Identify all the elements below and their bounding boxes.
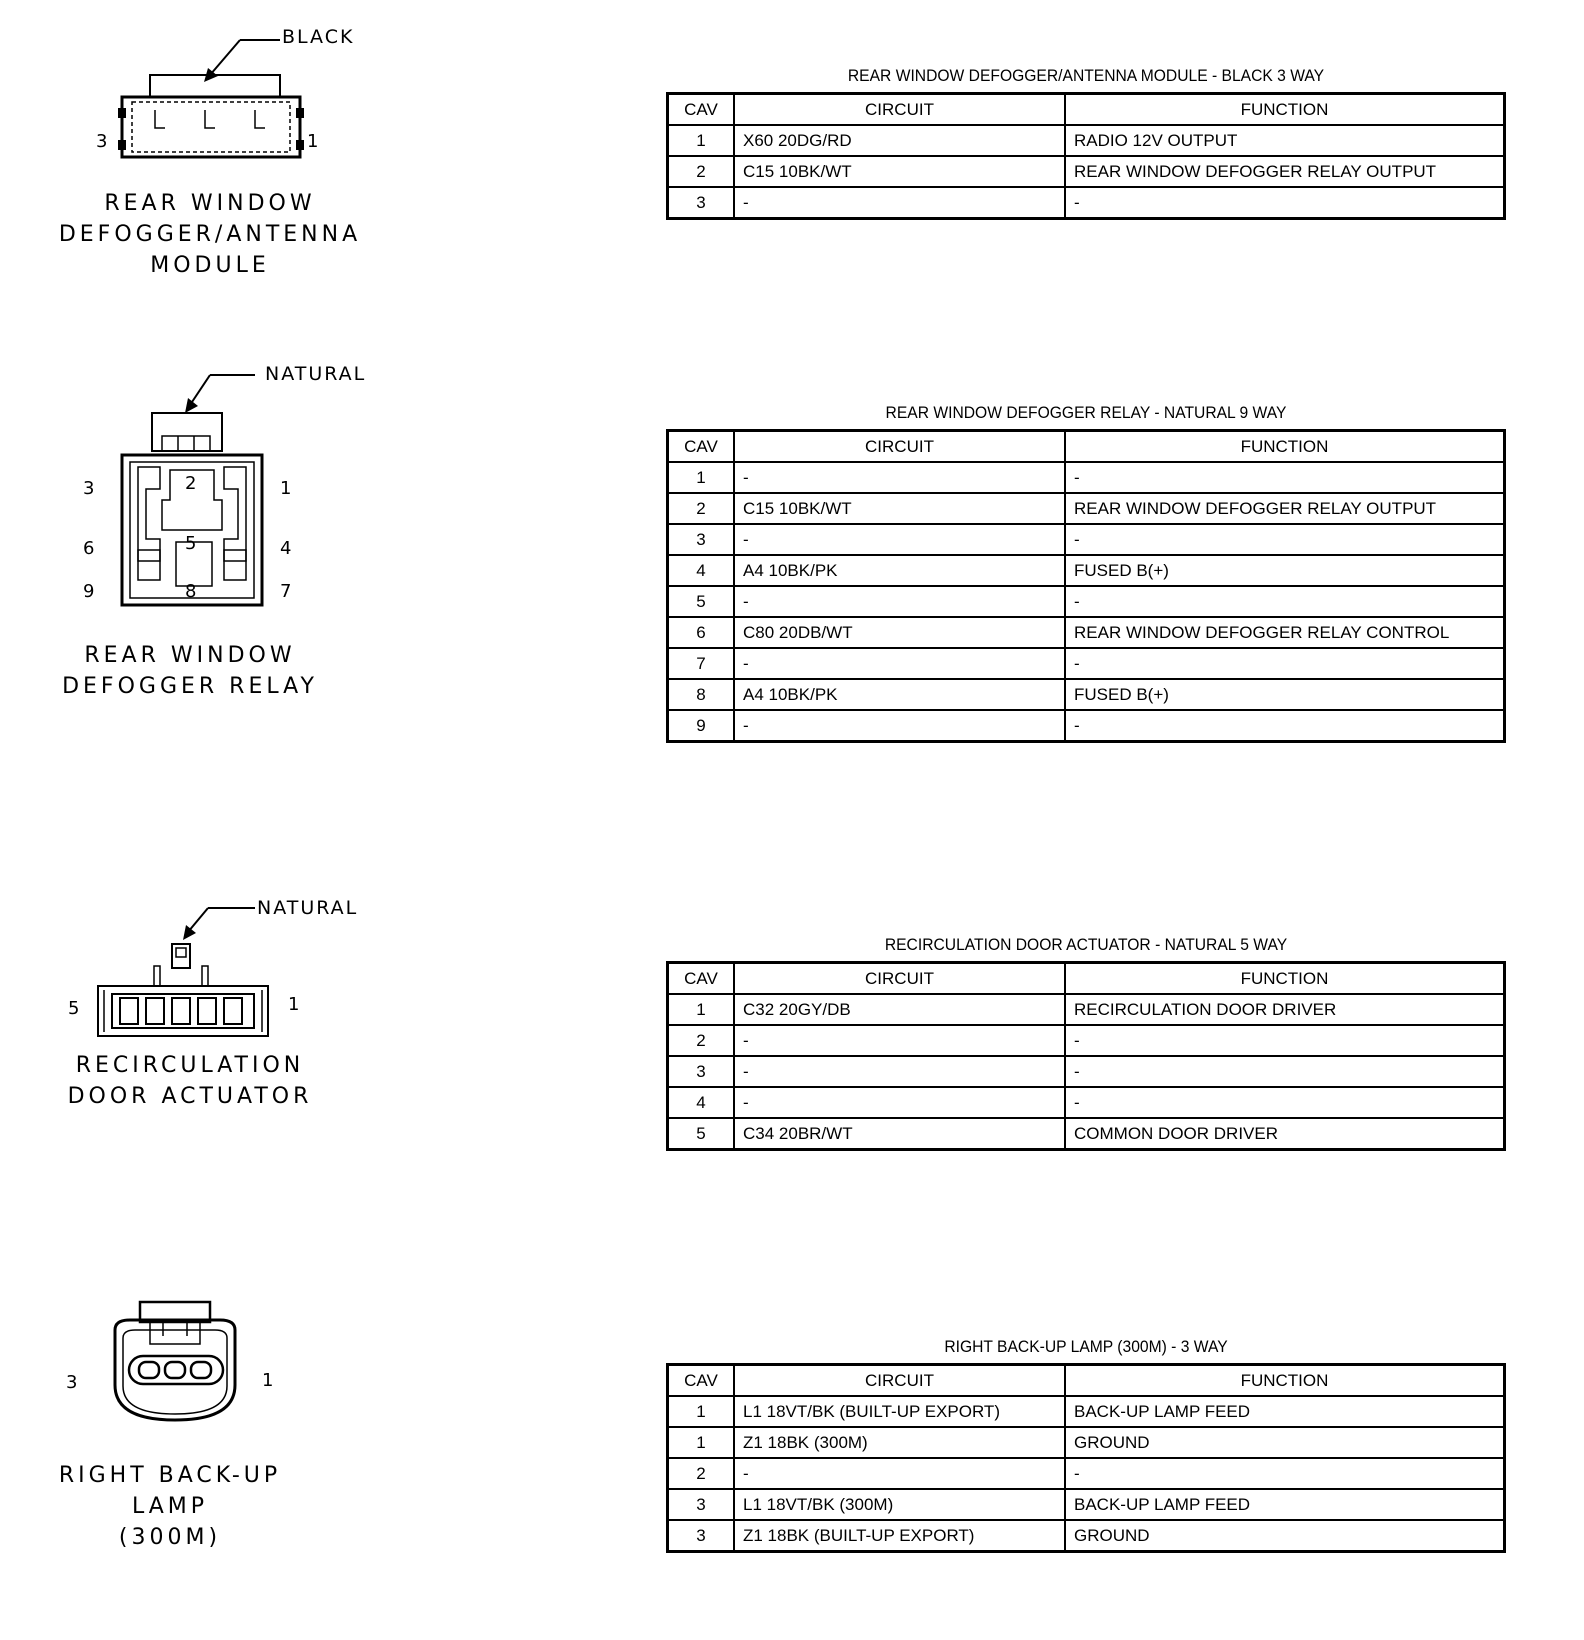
connector-color-label: BLACK bbox=[282, 26, 355, 48]
connector-color-label: NATURAL bbox=[257, 897, 359, 919]
cell-function: - bbox=[1065, 462, 1505, 493]
cell-circuit: X60 20DG/RD bbox=[734, 125, 1065, 156]
cell-function: - bbox=[1065, 586, 1505, 617]
pinout-table bbox=[666, 92, 1506, 220]
cell-cav: 5 bbox=[668, 586, 735, 617]
table-row bbox=[668, 1118, 1505, 1150]
cell-circuit: - bbox=[734, 648, 1065, 679]
cell-function: RECIRCULATION DOOR DRIVER bbox=[1065, 994, 1505, 1025]
header-function: FUNCTION bbox=[1065, 963, 1505, 995]
connector-9way-drawing bbox=[110, 370, 290, 630]
table-row bbox=[668, 710, 1505, 742]
table-header-row bbox=[668, 963, 1505, 995]
table-row bbox=[668, 994, 1505, 1025]
table-row bbox=[668, 1396, 1505, 1427]
cell-circuit: Z1 18BK (300M) bbox=[734, 1427, 1065, 1458]
table-header-row bbox=[668, 431, 1505, 463]
cell-circuit: - bbox=[734, 1087, 1065, 1118]
cell-circuit: C34 20BR/WT bbox=[734, 1118, 1065, 1150]
table-title: RECIRCULATION DOOR ACTUATOR - NATURAL 5 WAY bbox=[884, 935, 1288, 954]
cell-function: GROUND bbox=[1065, 1427, 1505, 1458]
header-circuit: CIRCUIT bbox=[734, 1365, 1065, 1397]
header-cav: CAV bbox=[668, 94, 735, 126]
cell-function: COMMON DOOR DRIVER bbox=[1065, 1118, 1505, 1150]
table-row bbox=[668, 462, 1505, 493]
cell-cav: 3 bbox=[668, 1056, 735, 1087]
cell-circuit: C15 10BK/WT bbox=[734, 493, 1065, 524]
table-row bbox=[668, 555, 1505, 586]
table-row bbox=[668, 679, 1505, 710]
pin-label-right: 1 bbox=[262, 1370, 274, 1391]
connector-name: REAR WINDOW DEFOGGER RELAY bbox=[62, 643, 318, 699]
connector-name: RECIRCULATION DOOR ACTUATOR bbox=[67, 1053, 313, 1109]
table-row bbox=[668, 187, 1505, 219]
table-row bbox=[668, 1427, 1505, 1458]
pin-label: 8 bbox=[185, 581, 197, 602]
cell-cav: 3 bbox=[668, 1520, 735, 1552]
header-function: FUNCTION bbox=[1065, 431, 1505, 463]
cell-function: REAR WINDOW DEFOGGER RELAY CONTROL bbox=[1065, 617, 1505, 648]
pin-label-right: 1 bbox=[307, 131, 319, 152]
table-row bbox=[668, 648, 1505, 679]
pinout-table bbox=[666, 429, 1506, 743]
table-row bbox=[668, 1489, 1505, 1520]
table-row bbox=[668, 125, 1505, 156]
table-row bbox=[668, 1458, 1505, 1489]
cell-circuit: - bbox=[734, 1025, 1065, 1056]
cell-cav: 2 bbox=[668, 1025, 735, 1056]
cell-circuit: A4 10BK/PK bbox=[734, 555, 1065, 586]
cell-function: - bbox=[1065, 648, 1505, 679]
pin-label-left: 3 bbox=[66, 1372, 78, 1393]
header-cav: CAV bbox=[668, 963, 735, 995]
cell-cav: 3 bbox=[668, 524, 735, 555]
cell-function: BACK-UP LAMP FEED bbox=[1065, 1396, 1505, 1427]
cell-cav: 3 bbox=[668, 1489, 735, 1520]
cell-cav: 4 bbox=[668, 555, 735, 586]
table-row bbox=[668, 1520, 1505, 1552]
cell-cav: 1 bbox=[668, 1396, 735, 1427]
header-function: FUNCTION bbox=[1065, 94, 1505, 126]
cell-circuit: A4 10BK/PK bbox=[734, 679, 1065, 710]
header-circuit: CIRCUIT bbox=[734, 963, 1065, 995]
pin-label: 9 bbox=[83, 581, 95, 602]
header-circuit: CIRCUIT bbox=[734, 431, 1065, 463]
cell-cav: 1 bbox=[668, 1427, 735, 1458]
cell-circuit: C80 20DB/WT bbox=[734, 617, 1065, 648]
pin-label-left: 5 bbox=[68, 998, 80, 1019]
pin-label: 7 bbox=[280, 581, 292, 602]
pin-label-left: 3 bbox=[96, 131, 108, 152]
table-row bbox=[668, 1056, 1505, 1087]
cell-cav: 3 bbox=[668, 187, 735, 219]
connector-3way-lamp-drawing bbox=[95, 1290, 245, 1430]
cell-circuit: - bbox=[734, 1458, 1065, 1489]
cell-function: - bbox=[1065, 524, 1505, 555]
cell-function: GROUND bbox=[1065, 1520, 1505, 1552]
cell-function: REAR WINDOW DEFOGGER RELAY OUTPUT bbox=[1065, 156, 1505, 187]
pin-label: 5 bbox=[185, 533, 197, 554]
cell-circuit: Z1 18BK (BUILT-UP EXPORT) bbox=[734, 1520, 1065, 1552]
table-title: REAR WINDOW DEFOGGER RELAY - NATURAL 9 WAY bbox=[885, 403, 1287, 422]
table-header-row bbox=[668, 1365, 1505, 1397]
table-row bbox=[668, 493, 1505, 524]
cell-function: BACK-UP LAMP FEED bbox=[1065, 1489, 1505, 1520]
cell-circuit: L1 18VT/BK (300M) bbox=[734, 1489, 1065, 1520]
header-function: FUNCTION bbox=[1065, 1365, 1505, 1397]
table-title: RIGHT BACK-UP LAMP (300M) - 3 WAY bbox=[944, 1337, 1228, 1356]
cell-function: - bbox=[1065, 1025, 1505, 1056]
cell-function: - bbox=[1065, 710, 1505, 742]
cell-cav: 5 bbox=[668, 1118, 735, 1150]
table-row bbox=[668, 586, 1505, 617]
cell-cav: 2 bbox=[668, 1458, 735, 1489]
cell-circuit: - bbox=[734, 524, 1065, 555]
pinout-table bbox=[666, 961, 1506, 1151]
pinout-table bbox=[666, 1363, 1506, 1553]
cell-cav: 7 bbox=[668, 648, 735, 679]
cell-function: FUSED B(+) bbox=[1065, 679, 1505, 710]
pin-label: 6 bbox=[83, 538, 95, 559]
connector-3way-drawing bbox=[110, 30, 310, 170]
connector-name: RIGHT BACK-UP LAMP (300M) bbox=[58, 1463, 282, 1550]
cell-circuit: - bbox=[734, 187, 1065, 219]
cell-cav: 1 bbox=[668, 462, 735, 493]
table-row bbox=[668, 617, 1505, 648]
cell-cav: 2 bbox=[668, 156, 735, 187]
cell-cav: 2 bbox=[668, 493, 735, 524]
cell-function: RADIO 12V OUTPUT bbox=[1065, 125, 1505, 156]
pin-label: 4 bbox=[280, 538, 292, 559]
cell-function: REAR WINDOW DEFOGGER RELAY OUTPUT bbox=[1065, 493, 1505, 524]
pin-label: 2 bbox=[185, 473, 197, 494]
cell-circuit: - bbox=[734, 462, 1065, 493]
connector-5way-drawing bbox=[90, 902, 290, 1037]
cell-circuit: - bbox=[734, 1056, 1065, 1087]
cell-circuit: L1 18VT/BK (BUILT-UP EXPORT) bbox=[734, 1396, 1065, 1427]
pin-label-right: 1 bbox=[288, 994, 300, 1015]
cell-function: - bbox=[1065, 1056, 1505, 1087]
cell-function: - bbox=[1065, 187, 1505, 219]
table-row bbox=[668, 524, 1505, 555]
cell-cav: 1 bbox=[668, 994, 735, 1025]
cell-cav: 9 bbox=[668, 710, 735, 742]
cell-circuit: C15 10BK/WT bbox=[734, 156, 1065, 187]
connector-color-label: NATURAL bbox=[265, 363, 367, 385]
header-cav: CAV bbox=[668, 1365, 735, 1397]
pin-label: 1 bbox=[280, 478, 292, 499]
cell-function: FUSED B(+) bbox=[1065, 555, 1505, 586]
connector-name: REAR WINDOW DEFOGGER/ANTENNA MODULE bbox=[58, 191, 362, 278]
cell-cav: 8 bbox=[668, 679, 735, 710]
cell-cav: 4 bbox=[668, 1087, 735, 1118]
table-row bbox=[668, 156, 1505, 187]
header-cav: CAV bbox=[668, 431, 735, 463]
cell-cav: 1 bbox=[668, 125, 735, 156]
cell-circuit: - bbox=[734, 710, 1065, 742]
cell-function: - bbox=[1065, 1458, 1505, 1489]
cell-cav: 6 bbox=[668, 617, 735, 648]
cell-function: - bbox=[1065, 1087, 1505, 1118]
cell-circuit: - bbox=[734, 586, 1065, 617]
table-title: REAR WINDOW DEFOGGER/ANTENNA MODULE - BLACK 3 WAY bbox=[847, 66, 1325, 85]
table-row bbox=[668, 1087, 1505, 1118]
cell-circuit: C32 20GY/DB bbox=[734, 994, 1065, 1025]
table-header-row bbox=[668, 94, 1505, 126]
header-circuit: CIRCUIT bbox=[734, 94, 1065, 126]
table-row bbox=[668, 1025, 1505, 1056]
pin-label: 3 bbox=[83, 478, 95, 499]
